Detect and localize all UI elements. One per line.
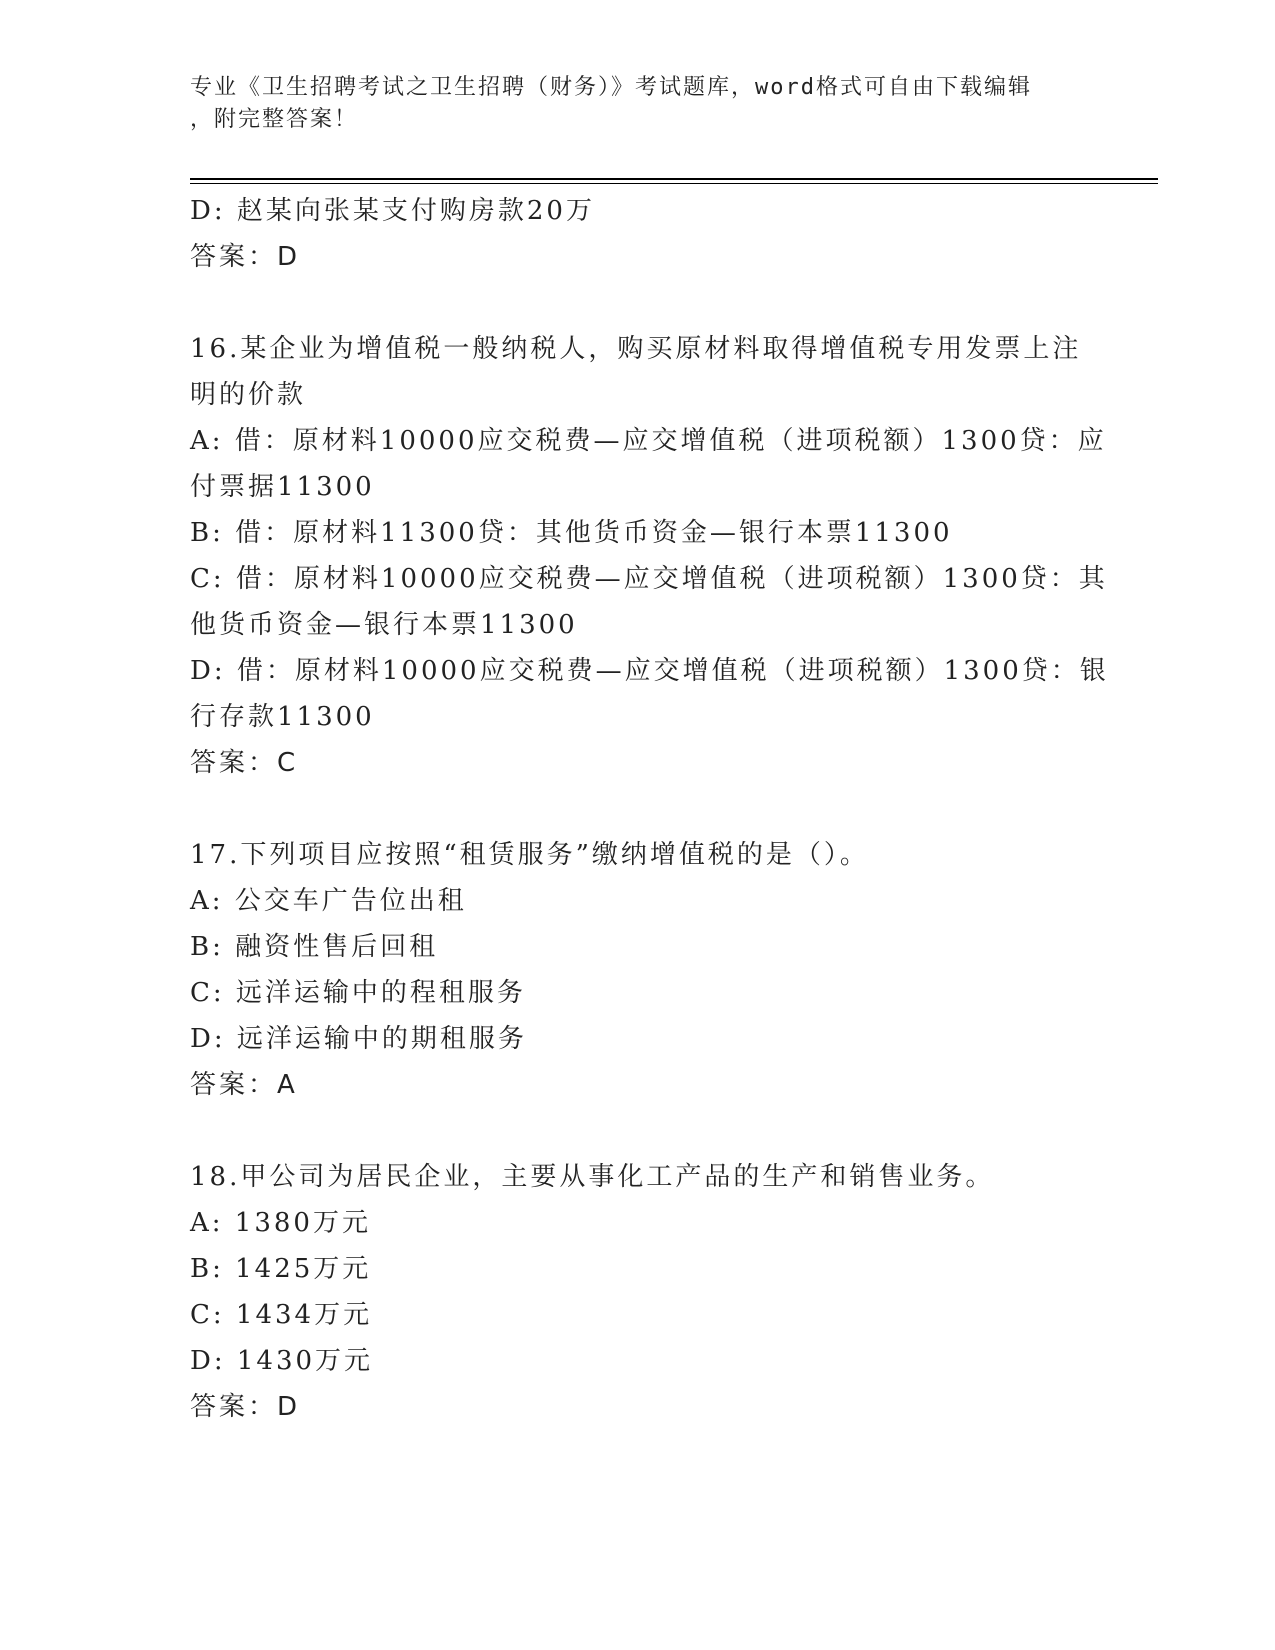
q18-answer: 答案：D xyxy=(190,1392,301,1422)
q16-option-b: B: 借：原材料11300贷：其他货币资金—银行本票11300 xyxy=(190,518,953,548)
q16-option-c-line-2: 他货币资金—银行本票11300 xyxy=(190,610,578,640)
q16-option-d-line-1: D: 借：原材料10000应交税费—应交增值税（进项税额）1300贷：银 xyxy=(190,656,1109,686)
q16-option-a-line-1: A: 借：原材料10000应交税费—应交增值税（进项税额）1300贷：应 xyxy=(190,426,1107,456)
q18-stem: 18.甲公司为居民企业，主要从事化工产品的生产和销售业务。 xyxy=(190,1162,995,1192)
q16-answer: 答案：C xyxy=(190,748,299,778)
q17-option-b: B: 融资性售后回租 xyxy=(190,932,439,962)
spacer xyxy=(190,1108,1090,1154)
q16-option-a-line-2: 付票据11300 xyxy=(190,472,375,502)
q18-option-b: B: 1425万元 xyxy=(190,1254,372,1284)
question-17 xyxy=(190,832,1090,1108)
q16-option-c-line-1: C: 借：原材料10000应交税费—应交增值税（进项税额）1300贷：其 xyxy=(190,564,1108,594)
document-header xyxy=(190,72,1090,136)
q18-option-d: D: 1430万元 xyxy=(190,1346,374,1376)
q17-stem: 17.下列项目应按照“租赁服务”缴纳增值税的是（）。 xyxy=(190,840,869,870)
q18-option-c: C: 1434万元 xyxy=(190,1300,373,1330)
header-divider-thick xyxy=(190,178,1158,180)
spacer xyxy=(190,280,1090,326)
question-18 xyxy=(190,1154,1090,1430)
header-divider-thin xyxy=(190,183,1158,184)
q17-option-a: A: 公交车广告位出租 xyxy=(190,886,467,916)
question-16 xyxy=(190,326,1109,786)
spacer xyxy=(190,786,1090,832)
header-line-1: 专业《卫生招聘考试之卫生招聘（财务）》考试题库，word格式可自由下载编辑 xyxy=(190,75,1032,100)
header-line-2: ，附完整答案！ xyxy=(190,107,359,132)
q15-answer: 答案：D xyxy=(190,242,301,272)
q16-stem-line-1: 16.某企业为增值税一般纳税人，购买原材料取得增值税专用发票上注 xyxy=(190,334,1082,364)
question-content xyxy=(190,188,1109,1430)
q17-option-d: D: 远洋运输中的期租服务 xyxy=(190,1024,527,1054)
q18-option-a: A: 1380万元 xyxy=(190,1208,371,1238)
question-15-tail xyxy=(190,188,1090,280)
q17-option-c: C: 远洋运输中的程租服务 xyxy=(190,978,526,1008)
q16-stem-line-2: 明的价款 xyxy=(190,380,307,410)
q15-option-d: D: 赵某向张某支付购房款20万 xyxy=(190,196,595,226)
q16-option-d-line-2: 行存款11300 xyxy=(190,702,375,732)
q17-answer: 答案：A xyxy=(190,1070,298,1100)
